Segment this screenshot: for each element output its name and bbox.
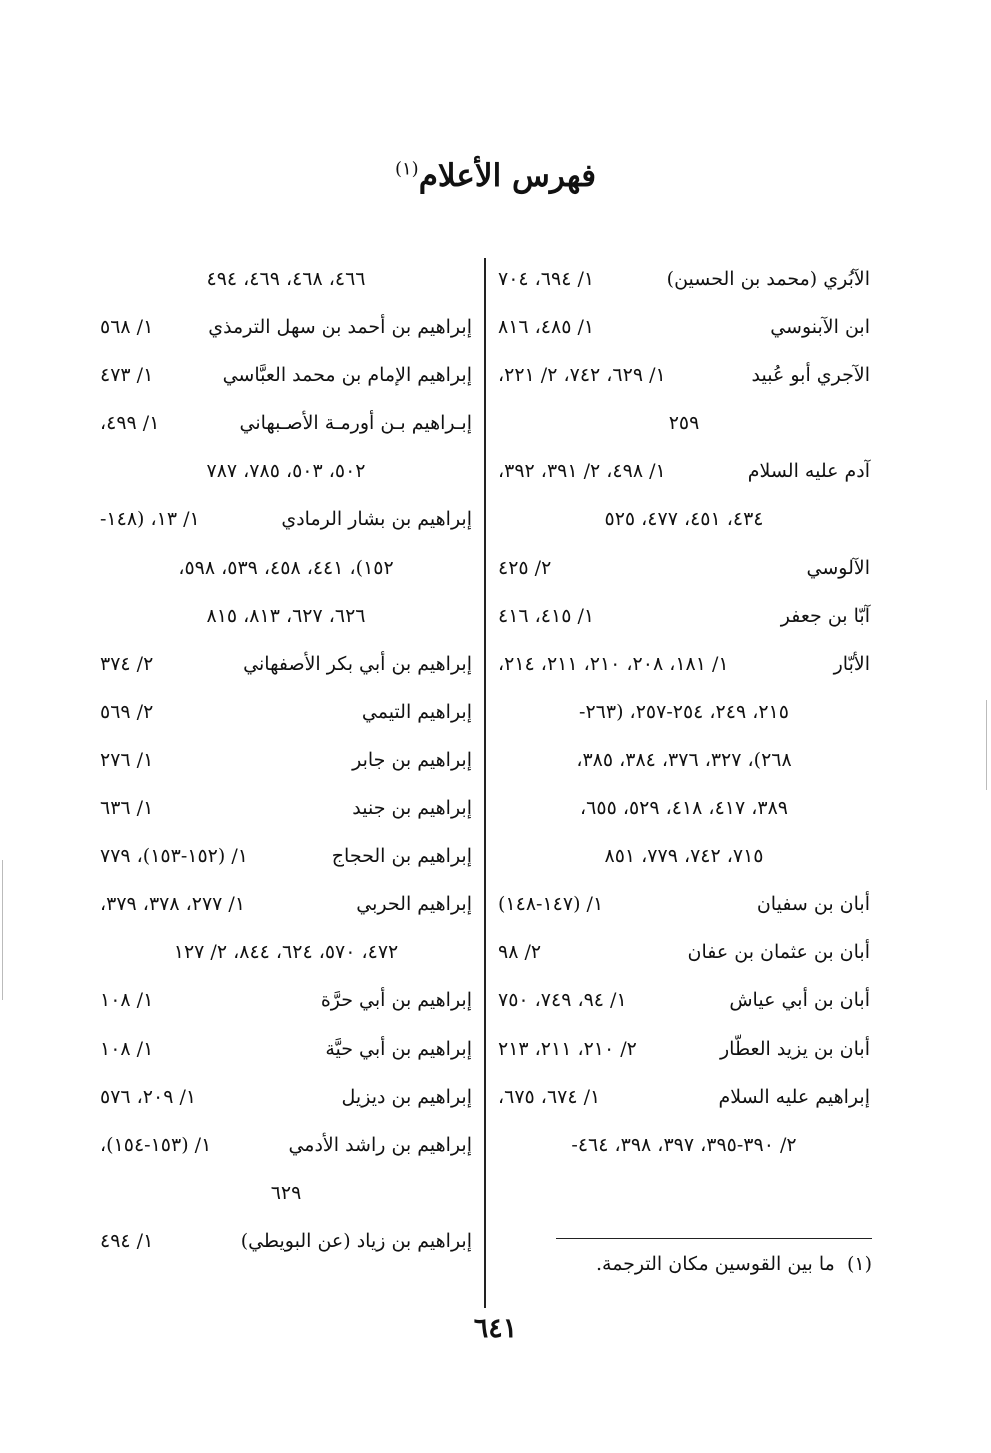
entry-references: ١/ ٤٨٥، ٨١٦ xyxy=(498,316,595,339)
entry-references: ١/ ٦٢٩، ٧٤٢، ٢/ ٢٢١، xyxy=(498,364,666,387)
entry-references: ٢/ ٣٩٠-٣٩٥، ٣٩٧، ٣٩٨، ٤٦٤- xyxy=(571,1133,797,1156)
entry-references: ١/ ١٨١، ٢٠٨، ٢١٠، ٢١١، ٢١٤، xyxy=(498,652,729,675)
index-entry-continuation xyxy=(100,447,472,495)
entry-references: ٧١٥، ٧٤٢، ٧٧٩، ٨٥١ xyxy=(604,845,764,868)
entry-references: ١/ (١٥٣-١٥٤)، xyxy=(100,1133,212,1156)
index-entry-continuation xyxy=(498,399,870,447)
index-entry xyxy=(498,1025,870,1073)
index-entry xyxy=(100,1217,472,1265)
entry-references: ٢/ ٢١٠، ٢١١، ٢١٣ xyxy=(498,1037,637,1060)
index-entry-continuation xyxy=(100,592,472,640)
entry-references: ١/ ٢٧٧، ٣٧٨، ٣٧٩، xyxy=(100,893,246,916)
column-divider xyxy=(484,258,486,1308)
index-entry xyxy=(498,303,870,351)
entry-references: ١/ ٤٧٣ xyxy=(100,364,154,387)
index-entry xyxy=(100,688,472,736)
entry-name: إبراهيم عليه السلام xyxy=(718,1085,870,1108)
index-entry xyxy=(100,1073,472,1121)
footnote-rule xyxy=(556,1238,872,1239)
entry-name: إبراهيم بن الحجاج xyxy=(331,845,472,868)
entry-references: ١/ ٦٧٤، ٦٧٥، xyxy=(498,1085,601,1108)
index-entry xyxy=(100,1121,472,1169)
entry-name: أبان بن يزيد العطّار xyxy=(720,1037,870,1060)
entry-references: ١/ ٦٩٤، ٧٠٤ xyxy=(498,268,595,290)
entry-references: ٢/ ٩٨ xyxy=(498,941,542,964)
entry-name: ابن الآبنوسي xyxy=(770,316,870,339)
entry-name: إبراهيم بن بشار الرمادي xyxy=(281,508,472,531)
index-entry-continuation xyxy=(498,784,870,832)
entry-name: إبراهيم الإمام بن محمد العبَّاسي xyxy=(222,364,472,387)
entry-name: الآجري أبو عُبيد xyxy=(751,364,870,387)
entry-name: إبراهيم الحربي xyxy=(356,893,472,916)
entry-references: ٣٨٩، ٤١٧، ٤١٨، ٥٢٩، ٦٥٥، xyxy=(580,797,788,820)
index-entry xyxy=(100,640,472,688)
entry-name: إبراهيم التيمي xyxy=(361,700,472,723)
entry-name: أبان بن أبي عياش xyxy=(729,989,870,1012)
entry-references: ٦٢٦، ٦٢٧، ٨١٣، ٨١٥ xyxy=(206,604,366,627)
index-entry xyxy=(498,592,870,640)
index-entry xyxy=(100,976,472,1024)
entry-name: إبراهيم بن أحمد بن سهل الترمذي xyxy=(208,316,472,339)
index-entry xyxy=(100,351,472,399)
entry-references: ٤٣٤، ٤٥١، ٤٧٧، ٥٢٥ xyxy=(604,508,764,531)
title-text: فهرس الأعلام xyxy=(418,158,597,194)
index-entry-continuation xyxy=(100,928,472,976)
entry-name: إبراهيم بن راشد الأدمي xyxy=(288,1133,472,1156)
index-entry-continuation xyxy=(100,1169,472,1217)
footnote-marker: (١) xyxy=(846,1253,872,1275)
index-entry xyxy=(100,303,472,351)
index-entry-continuation xyxy=(498,1121,870,1169)
footnote xyxy=(520,1250,872,1279)
entry-references: ١/ ١٣، (١٤٨- xyxy=(100,508,200,531)
index-column-left xyxy=(100,255,472,1265)
entry-name: إبراهيم بن أبي حيَّة xyxy=(325,1037,472,1060)
index-entry xyxy=(498,880,870,928)
entry-references: ٢/ ٥٦٩ xyxy=(100,700,154,723)
entry-name: إبراهيم بن جابر xyxy=(352,748,472,771)
entry-references: ١/ ٥٦٨ xyxy=(100,316,154,339)
index-entry xyxy=(498,928,870,976)
index-entry-continuation xyxy=(100,255,472,303)
index-entry xyxy=(100,736,472,784)
entry-name: إبراهيم بن أبي بكر الأصفهاني xyxy=(243,652,472,675)
entry-references: ٢/ ٣٧٤ xyxy=(100,652,154,675)
index-entry xyxy=(498,351,870,399)
entry-references: ١/ ٤٩٩، xyxy=(100,412,160,435)
index-entry xyxy=(498,544,870,592)
scan-edge-mark xyxy=(2,860,3,1000)
entry-name: إبراهيم بن أبي حرَّة xyxy=(320,989,472,1012)
entry-name: إبراهيم بن ديزيل xyxy=(341,1085,472,1108)
entry-references: ١/ ٤٩٨، ٢/ ٣٩١، ٣٩٢، xyxy=(498,460,666,483)
index-entry-continuation xyxy=(100,544,472,592)
entry-references: ١/ ١٠٨ xyxy=(100,1037,154,1060)
entry-references: ١/ ٤٩٤ xyxy=(100,1229,154,1252)
entry-name: إبراهيم بن زياد (عن البويطي) xyxy=(240,1229,472,1252)
index-entry xyxy=(100,495,472,543)
index-entry xyxy=(498,1073,870,1121)
page-title xyxy=(0,158,991,195)
entry-references: ٥٠٢، ٥٠٣، ٧٨٥، ٧٨٧ xyxy=(206,460,366,483)
entry-name: إبـراهيم بـن أورمـة الأصـبهاني xyxy=(239,412,472,435)
entry-references: ٢٦٨)، ٣٢٧، ٣٧٦، ٣٨٤، ٣٨٥، xyxy=(576,748,792,771)
entry-references: ١/ ٩٤، ٧٤٩، ٧٥٠ xyxy=(498,989,627,1012)
entry-references: ١/ ٤١٥، ٤١٦ xyxy=(498,604,595,627)
entry-name: الأبّار xyxy=(833,652,870,675)
index-entry xyxy=(100,1025,472,1073)
entry-references: ٢/ ٤٢٥ xyxy=(498,556,552,579)
entry-name: أبان بن عثمان بن عفان xyxy=(687,941,870,964)
index-column-right xyxy=(498,255,870,1169)
index-entry xyxy=(498,640,870,688)
entry-name: الآبُري (محمد بن الحسين) xyxy=(666,268,870,290)
entry-references: ٢٥٩ xyxy=(668,412,700,435)
title-footnote-marker: (١) xyxy=(394,158,419,180)
entry-references: ٦٢٩ xyxy=(270,1181,302,1204)
index-entry xyxy=(498,447,870,495)
entry-name: إبراهيم بن جنيد xyxy=(352,797,472,820)
index-entry xyxy=(100,832,472,880)
entry-references: ١٥٢)، ٤٤١، ٤٥٨، ٥٣٩، ٥٩٨، xyxy=(178,556,394,579)
index-entry-continuation xyxy=(498,736,870,784)
footnote-text: ما بين القوسين مكان الترجمة. xyxy=(595,1253,835,1275)
entry-references: ١/ ١٠٨ xyxy=(100,989,154,1012)
entry-name: أبان بن سفيان xyxy=(756,893,870,916)
entry-references: ٤٧٢، ٥٧٠، ٦٢٤، ٨٤٤، ٢/ ١٢٧ xyxy=(173,941,399,964)
page-number: ٦٤١ xyxy=(473,1313,518,1344)
index-entry xyxy=(100,880,472,928)
entry-name: آدم عليه السلام xyxy=(747,460,870,483)
entry-references: ١/ (١٤٧-١٤٨) xyxy=(498,893,604,916)
entry-references: ١/ ٦٣٦ xyxy=(100,797,154,820)
index-entry-continuation xyxy=(498,495,870,543)
entry-references: ١/ (١٥٢-١٥٣)، ٧٧٩ xyxy=(100,845,248,868)
index-entry xyxy=(100,784,472,832)
entry-references: ٢١٥، ٢٤٩، ٢٥٤-٢٥٧، (٢٦٣- xyxy=(579,700,789,723)
index-entry-continuation xyxy=(498,688,870,736)
index-entry xyxy=(498,255,870,303)
index-entry-continuation xyxy=(498,832,870,880)
scan-edge-mark xyxy=(986,700,987,790)
entry-references: ١/ ٢٠٩، ٥٧٦ xyxy=(100,1085,197,1108)
entry-name: الآلوسي xyxy=(806,556,870,579)
index-entry xyxy=(498,976,870,1024)
index-entry xyxy=(100,399,472,447)
entry-references: ١/ ٢٧٦ xyxy=(100,748,154,771)
entry-references: ٤٦٦، ٤٦٨، ٤٦٩، ٤٩٤ xyxy=(206,268,366,290)
entry-name: آبّا بن جعفر xyxy=(780,604,870,627)
